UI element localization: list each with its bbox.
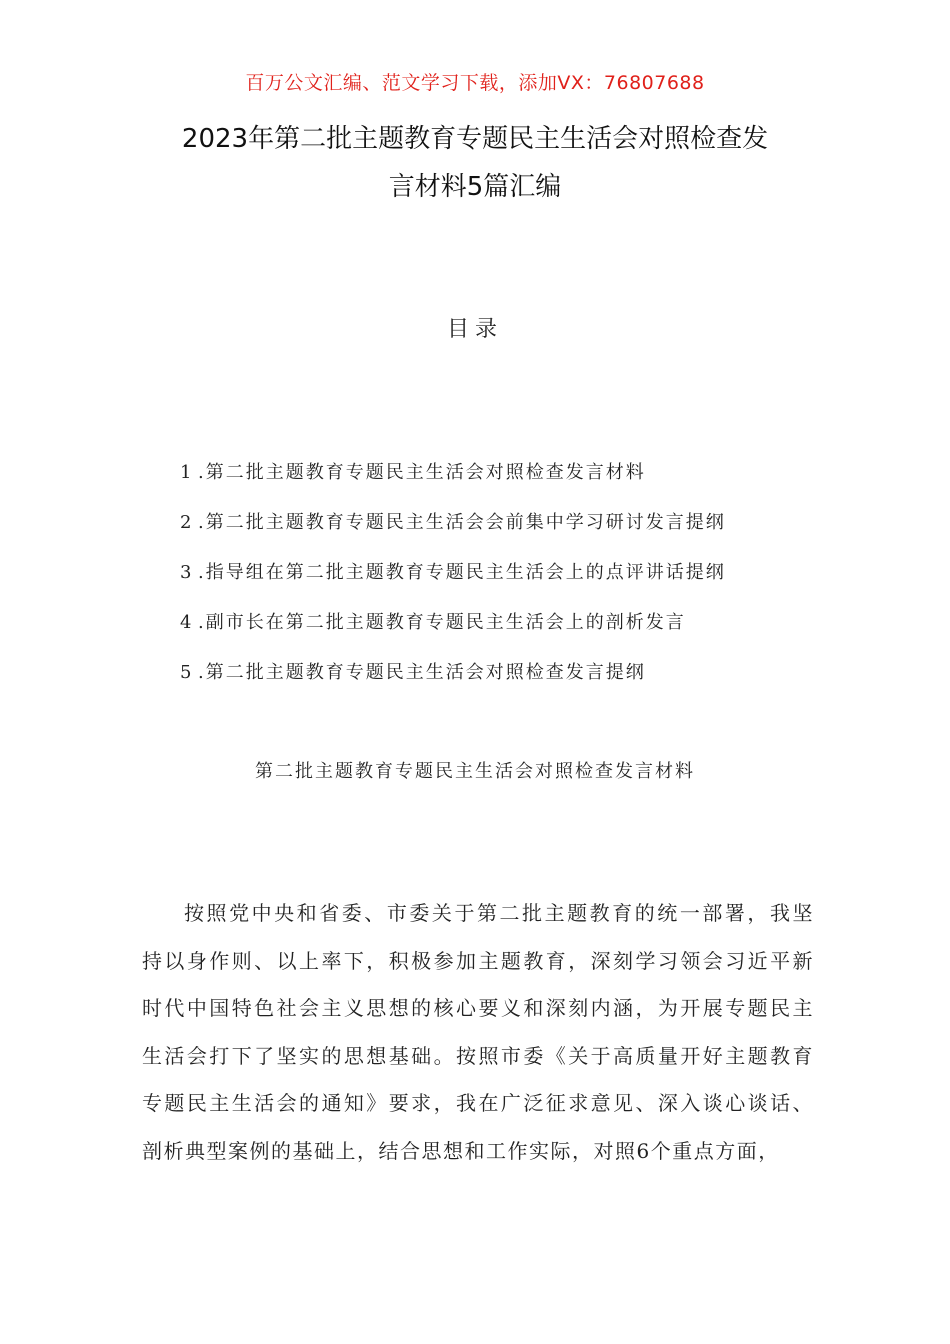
- body-line: 剖析典型案例的基础上，结合思想和工作实际，对照6个重点方面，: [142, 1138, 780, 1163]
- body-line: 按照党中央和省委、市委关于第二批主题教育的统一部署，我坚: [184, 901, 814, 925]
- toc-heading: 目录: [446, 317, 503, 342]
- toc-item-text: .第二批主题教育专题民主生活会对照检查发言材料: [198, 462, 646, 483]
- toc-item-number: 1: [180, 462, 194, 483]
- toc-item: [180, 508, 860, 558]
- toc-item-text: .指导组在第二批主题教育专题民主生活会上的点评讲话提纲: [198, 562, 726, 583]
- toc-item-text: .第二批主题教育专题民主生活会会前集中学习研讨发言提纲: [198, 512, 726, 533]
- toc-item-number: 2: [180, 512, 194, 533]
- body-line: 持以身作则、以上率下，积极参加主题教育，深刻学习领会习近平新: [142, 948, 814, 973]
- toc-item: [180, 608, 860, 658]
- toc-item-number: 5: [180, 662, 194, 683]
- body-line: 时代中国特色社会主义思想的核心要义和深刻内涵，为开展专题民主: [142, 996, 814, 1020]
- body-paragraph: [142, 890, 814, 1175]
- section-title: 第二批主题教育专题民主生活会对照检查发言材料: [255, 761, 695, 782]
- body-line: 生活会打下了坚实的思想基础。按照市委《关于高质量开好主题教育: [142, 1043, 814, 1068]
- toc-item: [180, 658, 860, 708]
- body-line: 专题民主生活会的通知》要求，我在广泛征求意见、深入谈心谈话、: [142, 1091, 814, 1115]
- toc-item-number: 3: [180, 562, 194, 583]
- toc-item: [180, 558, 860, 608]
- table-of-contents: [180, 458, 860, 708]
- document-title-line-2: 言材料5篇汇编: [388, 172, 562, 202]
- toc-item-number: 4: [180, 612, 194, 633]
- document-title: [0, 115, 950, 211]
- toc-item: [180, 458, 860, 508]
- toc-item-text: .副市长在第二批主题教育专题民主生活会上的剖析发言: [198, 612, 686, 633]
- promo-banner: 百万公文汇编、范文学习下载，添加VX：76807688: [245, 72, 705, 94]
- toc-item-text: .第二批主题教育专题民主生活会对照检查发言提纲: [198, 662, 646, 683]
- document-title-line-1: 2023年第二批主题教育专题民主生活会对照检查发: [181, 124, 769, 154]
